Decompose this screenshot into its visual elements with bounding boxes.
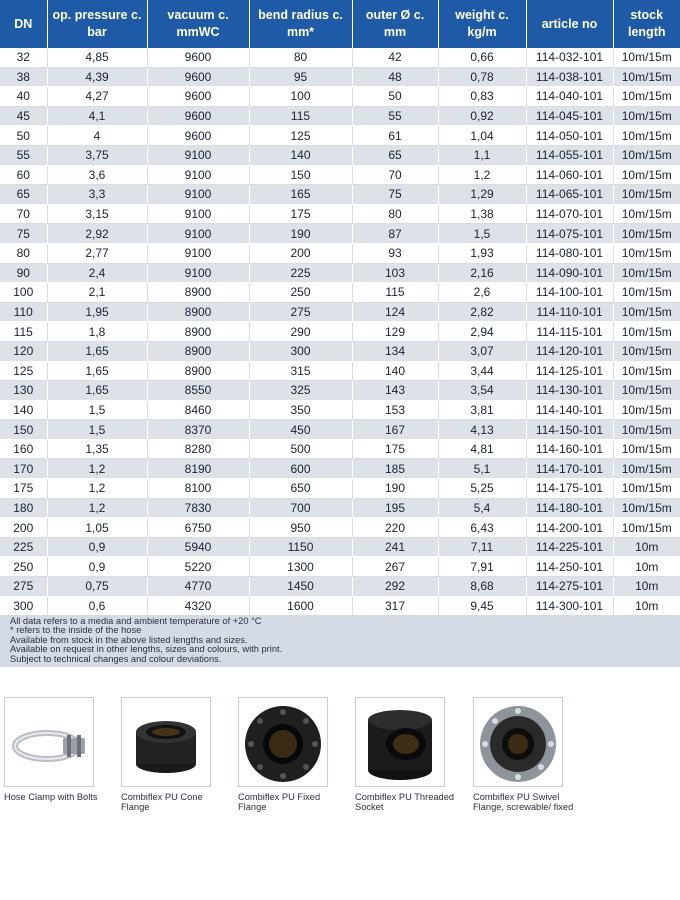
cell-weight: 3,81 xyxy=(438,400,526,420)
cell-article-no: 114-115-101 xyxy=(526,322,613,342)
cell-bend-radius: 80 xyxy=(249,48,352,67)
cell-article-no: 114-180-101 xyxy=(526,498,613,518)
cell-weight: 5,1 xyxy=(438,459,526,479)
cell-dn: 150 xyxy=(0,420,47,440)
cell-weight: 3,44 xyxy=(438,361,526,381)
cell-outer-diameter: 143 xyxy=(352,381,438,401)
cell-weight: 0,66 xyxy=(438,48,526,67)
cell-op-pressure: 1,5 xyxy=(47,400,147,420)
cell-article-no: 114-038-101 xyxy=(526,67,613,87)
cell-stock-length: 10m/15m xyxy=(613,400,680,420)
cell-dn: 115 xyxy=(0,322,47,342)
cell-stock-length: 10m/15m xyxy=(613,185,680,205)
cell-stock-length: 10m/15m xyxy=(613,224,680,244)
cell-article-no: 114-120-101 xyxy=(526,341,613,361)
cell-vacuum: 8900 xyxy=(147,322,249,342)
cell-dn: 38 xyxy=(0,67,47,87)
note-line: Available on request in other lengths, sizes and colours, with print. xyxy=(10,644,283,655)
table-row xyxy=(0,596,680,616)
cell-weight: 2,16 xyxy=(438,263,526,283)
fixed-flange-icon xyxy=(238,697,328,787)
cell-article-no: 114-100-101 xyxy=(526,283,613,303)
cell-outer-diameter: 292 xyxy=(352,577,438,597)
cell-article-no: 114-050-101 xyxy=(526,126,613,146)
table-row xyxy=(0,185,680,205)
cell-stock-length: 10m xyxy=(613,557,680,577)
note-line: Subject to technical changes and colour deviations. xyxy=(10,653,222,664)
cell-dn: 170 xyxy=(0,459,47,479)
note-line: All data refers to a media and ambient temperature of +20 °C xyxy=(10,616,262,626)
cell-dn: 65 xyxy=(0,185,47,205)
cell-bend-radius: 950 xyxy=(249,518,352,538)
cell-weight: 8,68 xyxy=(438,577,526,597)
cell-vacuum: 8900 xyxy=(147,302,249,322)
col-header-stock-length: stock length xyxy=(613,0,680,48)
cell-op-pressure: 2,4 xyxy=(47,263,147,283)
cell-dn: 300 xyxy=(0,596,47,616)
cell-article-no: 114-032-101 xyxy=(526,48,613,67)
cell-vacuum: 4320 xyxy=(147,596,249,616)
cell-article-no: 114-055-101 xyxy=(526,145,613,165)
cell-vacuum: 9600 xyxy=(147,67,249,87)
cell-op-pressure: 3,6 xyxy=(47,165,147,185)
cell-dn: 200 xyxy=(0,518,47,538)
col-header-vacuum: vacuum c. mmWC xyxy=(147,0,249,48)
cell-dn: 80 xyxy=(0,243,47,263)
cell-outer-diameter: 80 xyxy=(352,204,438,224)
cell-op-pressure: 1,5 xyxy=(47,420,147,440)
table-row xyxy=(0,283,680,303)
cell-weight: 7,91 xyxy=(438,557,526,577)
cell-bend-radius: 275 xyxy=(249,302,352,322)
cell-stock-length: 10m/15m xyxy=(613,361,680,381)
cell-bend-radius: 115 xyxy=(249,106,352,126)
cell-outer-diameter: 220 xyxy=(352,518,438,538)
cell-article-no: 114-045-101 xyxy=(526,106,613,126)
cell-outer-diameter: 103 xyxy=(352,263,438,283)
cell-vacuum: 7830 xyxy=(147,498,249,518)
table-header xyxy=(0,0,680,48)
cell-dn: 250 xyxy=(0,557,47,577)
cell-stock-length: 10m/15m xyxy=(613,145,680,165)
cell-outer-diameter: 153 xyxy=(352,400,438,420)
cell-outer-diameter: 124 xyxy=(352,302,438,322)
cell-bend-radius: 1600 xyxy=(249,596,352,616)
cell-stock-length: 10m/15m xyxy=(613,459,680,479)
cell-bend-radius: 100 xyxy=(249,87,352,107)
cell-vacuum: 8900 xyxy=(147,283,249,303)
cell-weight: 6,43 xyxy=(438,518,526,538)
cell-vacuum: 8190 xyxy=(147,459,249,479)
cell-bend-radius: 250 xyxy=(249,283,352,303)
cell-outer-diameter: 115 xyxy=(352,283,438,303)
cell-vacuum: 8370 xyxy=(147,420,249,440)
cell-dn: 40 xyxy=(0,87,47,107)
cell-weight: 2,94 xyxy=(438,322,526,342)
cell-weight: 1,1 xyxy=(438,145,526,165)
cell-vacuum: 9600 xyxy=(147,48,249,67)
cell-vacuum: 9600 xyxy=(147,126,249,146)
notes-box xyxy=(0,615,680,667)
cell-article-no: 114-175-101 xyxy=(526,479,613,499)
product-caption: Combiflex PU Threaded Socket xyxy=(355,792,455,812)
cell-bend-radius: 350 xyxy=(249,400,352,420)
cell-vacuum: 9600 xyxy=(147,106,249,126)
cell-article-no: 114-275-101 xyxy=(526,577,613,597)
table-row xyxy=(0,48,680,67)
cell-op-pressure: 1,05 xyxy=(47,518,147,538)
cell-op-pressure: 2,77 xyxy=(47,243,147,263)
col-header-article-no: article no xyxy=(526,0,613,48)
cell-op-pressure: 0,9 xyxy=(47,537,147,557)
cell-dn: 110 xyxy=(0,302,47,322)
accessories-gallery xyxy=(0,697,680,857)
cell-stock-length: 10m/15m xyxy=(613,165,680,185)
table-row xyxy=(0,400,680,420)
cell-op-pressure: 1,2 xyxy=(47,479,147,499)
cell-outer-diameter: 70 xyxy=(352,165,438,185)
table-row xyxy=(0,263,680,283)
cell-bend-radius: 140 xyxy=(249,145,352,165)
cell-weight: 0,78 xyxy=(438,67,526,87)
product-caption: Combiflex PU Swivel Flange, screwable/ fixed xyxy=(473,792,574,812)
cell-article-no: 114-130-101 xyxy=(526,381,613,401)
cell-stock-length: 10m/15m xyxy=(613,381,680,401)
table-row xyxy=(0,420,680,440)
cell-op-pressure: 4,1 xyxy=(47,106,147,126)
table-row xyxy=(0,145,680,165)
cell-vacuum: 9100 xyxy=(147,263,249,283)
cell-op-pressure: 1,2 xyxy=(47,498,147,518)
cell-stock-length: 10m xyxy=(613,577,680,597)
cell-weight: 0,92 xyxy=(438,106,526,126)
cell-weight: 1,93 xyxy=(438,243,526,263)
cell-op-pressure: 1,95 xyxy=(47,302,147,322)
product-cone-flange xyxy=(121,697,231,812)
cell-op-pressure: 4,39 xyxy=(47,67,147,87)
hose-clamp-icon xyxy=(4,697,94,787)
cell-bend-radius: 450 xyxy=(249,420,352,440)
cell-weight: 9,45 xyxy=(438,596,526,616)
cell-article-no: 114-200-101 xyxy=(526,518,613,538)
cell-op-pressure: 4,85 xyxy=(47,48,147,67)
cell-dn: 225 xyxy=(0,537,47,557)
col-header-op-pressure: op. pressure c. bar xyxy=(47,0,147,48)
cell-dn: 275 xyxy=(0,577,47,597)
cell-stock-length: 10m/15m xyxy=(613,420,680,440)
cell-bend-radius: 150 xyxy=(249,165,352,185)
cell-outer-diameter: 55 xyxy=(352,106,438,126)
cell-outer-diameter: 190 xyxy=(352,479,438,499)
product-caption: Hose Clamp with Bolts xyxy=(4,792,98,802)
cell-vacuum: 9600 xyxy=(147,87,249,107)
table-row xyxy=(0,126,680,146)
product-caption: Combiflex PU Cone Flange xyxy=(121,792,203,812)
cell-dn: 60 xyxy=(0,165,47,185)
cell-article-no: 114-080-101 xyxy=(526,243,613,263)
cell-article-no: 114-300-101 xyxy=(526,596,613,616)
cell-dn: 75 xyxy=(0,224,47,244)
cell-stock-length: 10m/15m xyxy=(613,439,680,459)
cell-bend-radius: 325 xyxy=(249,381,352,401)
cell-op-pressure: 0,75 xyxy=(47,577,147,597)
cell-dn: 160 xyxy=(0,439,47,459)
cell-stock-length: 10m/15m xyxy=(613,341,680,361)
table-row xyxy=(0,204,680,224)
cell-op-pressure: 0,9 xyxy=(47,557,147,577)
cell-dn: 90 xyxy=(0,263,47,283)
cell-vacuum: 8900 xyxy=(147,361,249,381)
cell-stock-length: 10m/15m xyxy=(613,126,680,146)
note-line: * refers to the inside of the hose xyxy=(10,625,142,636)
cell-dn: 180 xyxy=(0,498,47,518)
cell-op-pressure: 3,15 xyxy=(47,204,147,224)
cell-bend-radius: 95 xyxy=(249,67,352,87)
col-header-bend-radius: bend radius c. mm* xyxy=(249,0,352,48)
cell-dn: 32 xyxy=(0,48,47,67)
cell-weight: 1,04 xyxy=(438,126,526,146)
note-line: Available from stock in the above listed lengths and sizes. xyxy=(10,634,248,645)
cell-op-pressure: 3,3 xyxy=(47,185,147,205)
cell-article-no: 114-040-101 xyxy=(526,87,613,107)
cell-weight: 1,38 xyxy=(438,204,526,224)
cell-stock-length: 10m xyxy=(613,537,680,557)
table-row xyxy=(0,361,680,381)
cell-weight: 7,11 xyxy=(438,537,526,557)
cell-dn: 175 xyxy=(0,479,47,499)
cell-vacuum: 9100 xyxy=(147,204,249,224)
cell-outer-diameter: 61 xyxy=(352,126,438,146)
cell-vacuum: 8900 xyxy=(147,341,249,361)
table-row xyxy=(0,537,680,557)
cell-article-no: 114-065-101 xyxy=(526,185,613,205)
product-swivel-flange xyxy=(473,697,583,812)
cell-article-no: 114-160-101 xyxy=(526,439,613,459)
cell-op-pressure: 1,2 xyxy=(47,459,147,479)
table-row xyxy=(0,243,680,263)
table-row xyxy=(0,87,680,107)
cell-bend-radius: 165 xyxy=(249,185,352,205)
cell-stock-length: 10m/15m xyxy=(613,87,680,107)
cell-article-no: 114-110-101 xyxy=(526,302,613,322)
cell-bend-radius: 315 xyxy=(249,361,352,381)
cell-stock-length: 10m/15m xyxy=(613,263,680,283)
cell-bend-radius: 650 xyxy=(249,479,352,499)
cell-dn: 125 xyxy=(0,361,47,381)
product-caption: Combiflex PU Fixed Flange xyxy=(238,792,321,812)
cell-op-pressure: 4,27 xyxy=(47,87,147,107)
cell-stock-length: 10m/15m xyxy=(613,106,680,126)
cell-stock-length: 10m/15m xyxy=(613,322,680,342)
cell-weight: 5,4 xyxy=(438,498,526,518)
cell-stock-length: 10m/15m xyxy=(613,302,680,322)
cell-vacuum: 9100 xyxy=(147,165,249,185)
cell-vacuum: 9100 xyxy=(147,243,249,263)
cell-weight: 0,83 xyxy=(438,87,526,107)
cell-op-pressure: 0,6 xyxy=(47,596,147,616)
cell-article-no: 114-225-101 xyxy=(526,537,613,557)
cell-bend-radius: 290 xyxy=(249,322,352,342)
cell-dn: 45 xyxy=(0,106,47,126)
cell-vacuum: 9100 xyxy=(147,224,249,244)
table-row xyxy=(0,224,680,244)
cell-vacuum: 4770 xyxy=(147,577,249,597)
cell-bend-radius: 700 xyxy=(249,498,352,518)
table-row xyxy=(0,498,680,518)
cell-bend-radius: 175 xyxy=(249,204,352,224)
cell-outer-diameter: 65 xyxy=(352,145,438,165)
product-threaded-socket xyxy=(355,697,465,812)
cell-bend-radius: 190 xyxy=(249,224,352,244)
threaded-socket-icon xyxy=(355,697,445,787)
cell-stock-length: 10m/15m xyxy=(613,498,680,518)
cell-vacuum: 6750 xyxy=(147,518,249,538)
cell-vacuum: 8550 xyxy=(147,381,249,401)
cell-bend-radius: 125 xyxy=(249,126,352,146)
cell-stock-length: 10m/15m xyxy=(613,67,680,87)
cell-stock-length: 10m/15m xyxy=(613,518,680,538)
product-fixed-flange xyxy=(238,697,348,812)
cell-weight: 1,29 xyxy=(438,185,526,205)
cell-outer-diameter: 42 xyxy=(352,48,438,67)
cell-op-pressure: 1,65 xyxy=(47,361,147,381)
cell-article-no: 114-075-101 xyxy=(526,224,613,244)
cell-op-pressure: 1,8 xyxy=(47,322,147,342)
cell-outer-diameter: 48 xyxy=(352,67,438,87)
cell-stock-length: 10m xyxy=(613,596,680,616)
cell-weight: 5,25 xyxy=(438,479,526,499)
cell-article-no: 114-140-101 xyxy=(526,400,613,420)
cell-weight: 3,54 xyxy=(438,381,526,401)
cell-article-no: 114-070-101 xyxy=(526,204,613,224)
cell-dn: 120 xyxy=(0,341,47,361)
cell-op-pressure: 1,65 xyxy=(47,381,147,401)
product-hose-clamp xyxy=(4,697,114,803)
col-header-dn: DN xyxy=(0,0,47,48)
cell-weight: 4,13 xyxy=(438,420,526,440)
cell-bend-radius: 300 xyxy=(249,341,352,361)
cell-outer-diameter: 167 xyxy=(352,420,438,440)
cell-weight: 2,82 xyxy=(438,302,526,322)
table-row xyxy=(0,439,680,459)
table-row xyxy=(0,106,680,126)
table-row xyxy=(0,479,680,499)
cell-stock-length: 10m/15m xyxy=(613,48,680,67)
cell-article-no: 114-250-101 xyxy=(526,557,613,577)
cell-dn: 100 xyxy=(0,283,47,303)
cell-vacuum: 5220 xyxy=(147,557,249,577)
cell-weight: 4,81 xyxy=(438,439,526,459)
cell-bend-radius: 1150 xyxy=(249,537,352,557)
cell-stock-length: 10m/15m xyxy=(613,283,680,303)
cell-outer-diameter: 267 xyxy=(352,557,438,577)
table-row xyxy=(0,67,680,87)
cell-op-pressure: 2,92 xyxy=(47,224,147,244)
table-body xyxy=(0,48,680,616)
cell-op-pressure: 1,35 xyxy=(47,439,147,459)
cell-stock-length: 10m/15m xyxy=(613,243,680,263)
cell-vacuum: 9100 xyxy=(147,145,249,165)
cell-outer-diameter: 195 xyxy=(352,498,438,518)
cell-outer-diameter: 134 xyxy=(352,341,438,361)
cell-outer-diameter: 317 xyxy=(352,596,438,616)
table-row xyxy=(0,341,680,361)
cell-op-pressure: 1,65 xyxy=(47,341,147,361)
table-row xyxy=(0,302,680,322)
cell-dn: 130 xyxy=(0,381,47,401)
table-row xyxy=(0,577,680,597)
cell-bend-radius: 1450 xyxy=(249,577,352,597)
cell-outer-diameter: 140 xyxy=(352,361,438,381)
cell-dn: 50 xyxy=(0,126,47,146)
cell-outer-diameter: 93 xyxy=(352,243,438,263)
cell-dn: 55 xyxy=(0,145,47,165)
table-row xyxy=(0,557,680,577)
table-row xyxy=(0,381,680,401)
cell-outer-diameter: 75 xyxy=(352,185,438,205)
cell-outer-diameter: 129 xyxy=(352,322,438,342)
cell-article-no: 114-090-101 xyxy=(526,263,613,283)
col-header-outer-diameter: outer Ø c. mm xyxy=(352,0,438,48)
table-row xyxy=(0,165,680,185)
cell-outer-diameter: 185 xyxy=(352,459,438,479)
cell-dn: 140 xyxy=(0,400,47,420)
cell-vacuum: 8100 xyxy=(147,479,249,499)
cell-op-pressure: 3,75 xyxy=(47,145,147,165)
cell-stock-length: 10m/15m xyxy=(613,479,680,499)
cell-article-no: 114-170-101 xyxy=(526,459,613,479)
cell-outer-diameter: 50 xyxy=(352,87,438,107)
cell-op-pressure: 4 xyxy=(47,126,147,146)
table-row xyxy=(0,322,680,342)
cell-vacuum: 5940 xyxy=(147,537,249,557)
table-row xyxy=(0,518,680,538)
cell-vacuum: 8280 xyxy=(147,439,249,459)
cell-bend-radius: 500 xyxy=(249,439,352,459)
col-header-weight: weight c. kg/m xyxy=(438,0,526,48)
cell-bend-radius: 1300 xyxy=(249,557,352,577)
table-row xyxy=(0,459,680,479)
cell-dn: 70 xyxy=(0,204,47,224)
cell-article-no: 114-125-101 xyxy=(526,361,613,381)
cell-article-no: 114-060-101 xyxy=(526,165,613,185)
cell-bend-radius: 225 xyxy=(249,263,352,283)
cell-weight: 2,6 xyxy=(438,283,526,303)
cell-outer-diameter: 175 xyxy=(352,439,438,459)
cell-vacuum: 9100 xyxy=(147,185,249,205)
cell-vacuum: 8460 xyxy=(147,400,249,420)
cell-weight: 1,5 xyxy=(438,224,526,244)
cell-outer-diameter: 87 xyxy=(352,224,438,244)
cell-op-pressure: 2,1 xyxy=(47,283,147,303)
cell-outer-diameter: 241 xyxy=(352,537,438,557)
cell-weight: 3,07 xyxy=(438,341,526,361)
cell-stock-length: 10m/15m xyxy=(613,204,680,224)
cell-bend-radius: 200 xyxy=(249,243,352,263)
cell-weight: 1,2 xyxy=(438,165,526,185)
cell-bend-radius: 600 xyxy=(249,459,352,479)
swivel-flange-icon xyxy=(473,697,563,787)
cone-flange-icon xyxy=(121,697,211,787)
cell-article-no: 114-150-101 xyxy=(526,420,613,440)
